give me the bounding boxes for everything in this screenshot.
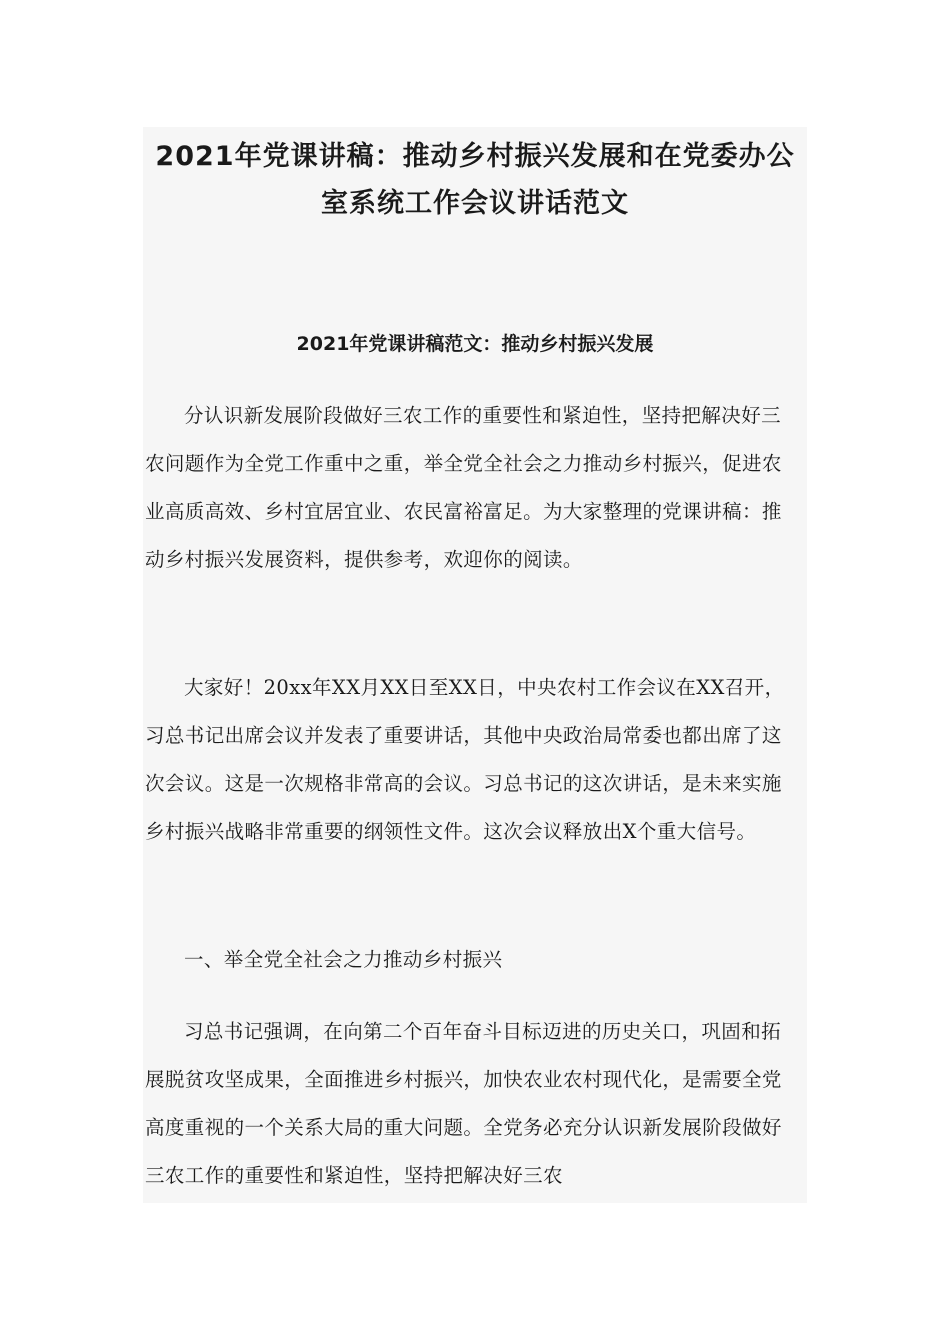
paragraph-intro: 分认识新发展阶段做好三农工作的重要性和紧迫性，坚持把解决好三农问题作为全党工作重中之重，举全党全社会之力推动乡村振兴，促进农业高质高效、乡村宜居宜业、农民富裕富足。为大家整理的党课讲稿：推动乡村振兴发展资料，提供参考，欢迎你的阅读。: [145, 404, 782, 571]
document-page: [143, 127, 807, 1203]
paragraph-greeting: 大家好！20xx年XX月XX日至XX日，中央农村工作会议在XX召开，习总书记出席会议并发表了重要讲话，其他中央政治局常委也都出席了这次会议。这是一次规格非常高的会议。习总书记的这次讲话，是未来实施乡村振兴战略非常重要的纲领性文件。这次会议释放出X个重大信号。: [145, 676, 785, 843]
paragraph-section-1: 习总书记强调，在向第二个百年奋斗目标迈进的历史关口，巩固和拓展脱贫攻坚成果，全面推进乡村振兴，加快农业农村现代化，是需要全党高度重视的一个关系大局的重大问题。全党务必充分认识新发展阶段做好三农工作的重要性和紧迫性，坚持把解决好三农: [145, 1020, 782, 1187]
section-heading-1: 一、举全党全社会之力推动乡村振兴: [184, 948, 503, 971]
document-title: 2021年党课讲稿：推动乡村振兴发展和在党委办公室系统工作会议讲话范文: [155, 141, 795, 219]
section-subtitle: 2021年党课讲稿范文：推动乡村振兴发展: [296, 333, 654, 355]
